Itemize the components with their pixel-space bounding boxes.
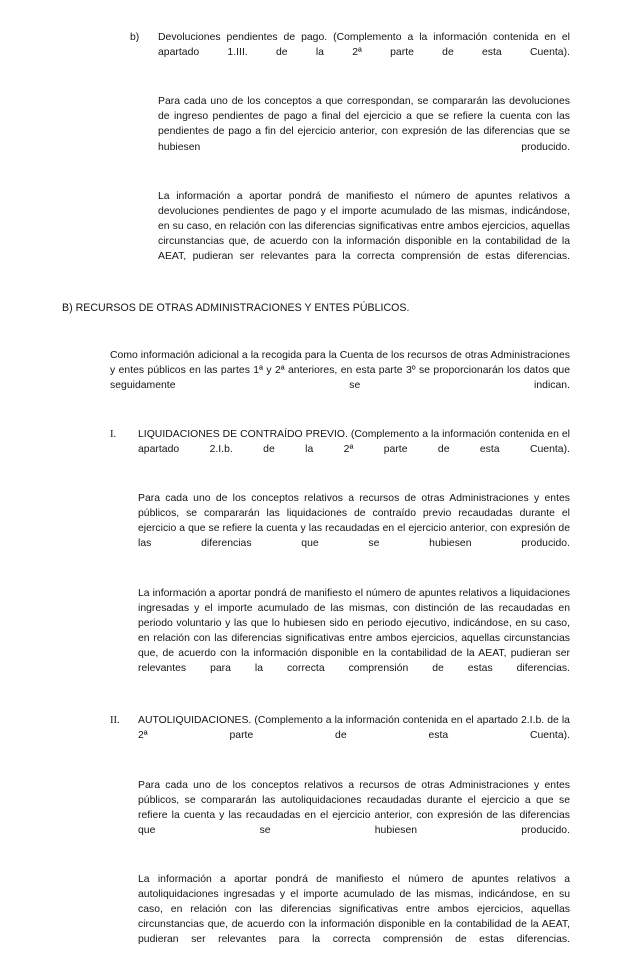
list-item-roman-ii-text: AUTOLIQUIDACIONES. (Complemento a la información contenida en el apartado 2.I.b. de la 2ª parte de esta Cuenta). — [138, 715, 570, 742]
spacer — [0, 75, 642, 94]
spacer — [0, 759, 642, 778]
page-top-spacer — [0, 0, 642, 30]
spacer — [0, 853, 642, 872]
section-heading-b: B) RECURSOS DE OTRAS ADMINISTRACIONES Y ENTES PÚBLICOS. — [62, 302, 410, 315]
spacer — [0, 691, 642, 713]
list-marker-roman-i: I. — [110, 428, 117, 440]
spacer — [0, 408, 642, 427]
list-item-roman-i — [110, 427, 570, 472]
list-item-roman-ii — [110, 713, 570, 758]
paragraph-b-information: La información a aportar pondrá de manifiesto el número de apuntes relativos a devoluciones pendientes de pago y el importe acumulado de las mismas, indicándose, en su caso, en relación con las diferencias significativas entre ambos ejercicios, aquellas circunstancias que, de acuerdo con la información disponible en la contabilidad de la AEAT, pudieran ser relevantes para la correcta comprensión de estas diferencias. — [158, 190, 570, 263]
spacer — [0, 567, 642, 586]
list-marker-b: b) — [130, 32, 140, 43]
paragraph-ii-comparison: Para cada uno de los conceptos relativos a recursos de otras Administraciones y entes públicos, se compararán las autoliquidaciones recaudadas durante el ejercicio a que se refiere la cuenta y las recaudadas en el ejercicio anterior, con expresión de las diferencias que se hubiesen producido. — [138, 779, 570, 836]
list-item-roman-i-text: LIQUIDACIONES DE CONTRAÍDO PREVIO. (Complemento a la información contenida en el apartado 2.I.b. de la 2ª parte de esta Cuenta). — [138, 428, 570, 455]
paragraph-section-b-intro: Como información adicional a la recogida para la Cuenta de los recursos de otras Administraciones y entes públicos en las partes 1ª y 2ª anteriores, en esta parte 3º se proporcionarán los datos que seguidamente se indican. — [110, 349, 570, 391]
paragraph-i-comparison: Para cada uno de los conceptos relativos a recursos de otras Administraciones y entes públicos, se compararán las liquidaciones de contraído previo recaudadas durante el ejercicio a que se refiere la cuenta y las recaudadas en el ejercicio anterior, con expresión de las diferencias que se hubiesen producido. — [138, 493, 570, 550]
list-item-b-text: Devoluciones pendientes de pago. (Complemento a la información contenida en el apartado 1.III. de la 2ª parte de esta Cuenta). — [158, 32, 570, 59]
list-item-b — [130, 30, 570, 75]
spacer — [0, 279, 642, 301]
paragraph-i-information: La información a aportar pondrá de manifiesto el número de apuntes relativos a liquidaciones ingresadas y el importe acumulado de las mismas, con distinción de las recaudadas en periodo voluntario y las que lo hubiesen sido en periodo ejecutivo, indicándose, en su caso, en relación con las diferencias significativas entre ambos ejercicios, aquellas circunstancias que, de acuerdo con la información disponible en la contabilidad de la AEAT, pudieran ser relevantes para la correcta comprensión de estas diferencias. — [138, 587, 570, 675]
spacer — [0, 170, 642, 189]
spacer — [0, 332, 642, 348]
spacer — [0, 472, 642, 491]
paragraph-b-comparison: Para cada uno de los conceptos a que correspondan, se compararán las devoluciones de ingreso pendientes de pago a final del ejercicio a que se refiere la cuenta con las pendientes de pago a fin del ejercicio anterior, con expresión de las diferencias que se hubiesen producido. — [158, 96, 570, 153]
paragraph-ii-information: La información a aportar pondrá de manifiesto el número de apuntes relativos a autoliquidaciones ingresadas y el importe acumulado de las mismas, indicándose, en su caso, en relación con las diferencias significativas entre ambos ejercicios, aquellas circunstancias que, de acuerdo con la información disponible en la contabilidad de la AEAT, pudieran ser relevantes para la correcta comprensión de estas diferencias. — [138, 874, 570, 946]
list-marker-roman-ii: II. — [110, 715, 120, 727]
